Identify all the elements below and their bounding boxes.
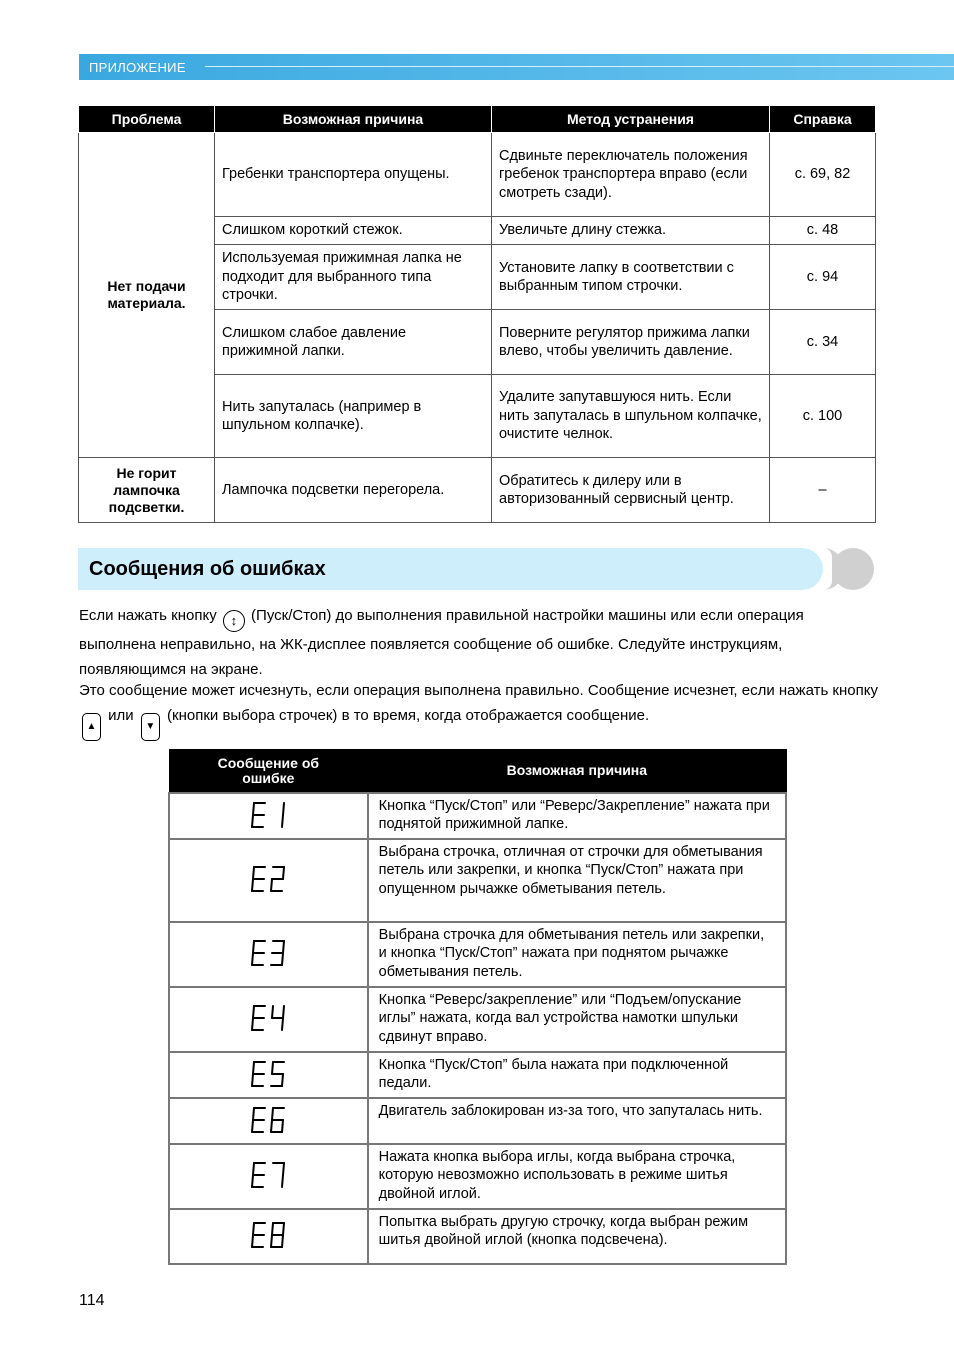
- lcd-code: [250, 865, 290, 895]
- error-code-cell: [169, 1144, 368, 1209]
- section-tab-decoration: [823, 548, 875, 590]
- reference-cell: с. 34: [770, 310, 876, 375]
- down-arrow-key-icon: ▼: [141, 713, 160, 741]
- error-code-cell: [169, 1209, 368, 1264]
- lcd-segment: [272, 1062, 273, 1074]
- lcd-segment: [253, 941, 254, 953]
- lcd-segment: [253, 1108, 254, 1120]
- table-header-row: [169, 750, 786, 793]
- lcd-segment: [282, 1175, 283, 1187]
- intro-text: или: [108, 707, 134, 724]
- table-row: [79, 133, 876, 217]
- error-code-cell: [169, 1098, 368, 1144]
- column-header: Сообщение об ошибке: [169, 750, 368, 793]
- troubleshooting-table: [78, 105, 876, 523]
- header-bar: [79, 54, 954, 80]
- error-cause-cell: Нажата кнопка выбора иглы, когда выбрана строчка, которую невозможно использовать в режиме шитья двойной иглой.: [368, 1144, 786, 1209]
- intro-paragraph-1: [79, 603, 879, 682]
- cause-cell: Слишком слабое давление прижимной лапки.: [215, 310, 492, 375]
- lcd-segment: [252, 953, 253, 965]
- remedy-cell: Поверните регулятор прижима лапки влево, чтобы увеличить давление.: [492, 310, 770, 375]
- cause-cell: Слишком короткий стежок.: [215, 217, 492, 245]
- lcd-segment: [271, 1120, 272, 1132]
- column-header: Возможная причина: [368, 750, 786, 793]
- error-code-cell: [169, 1052, 368, 1098]
- intro-text: (кнопки выбора строчек) в то время, когда отображается сообщение.: [167, 707, 650, 724]
- reference-cell: –: [770, 458, 876, 523]
- error-cause-cell: Попытка выбрать другую строчку, когда выбран режим шитья двойной иглой (кнопка подсвечена).: [368, 1209, 786, 1264]
- section-label: ПРИЛОЖЕНИЕ: [89, 60, 186, 75]
- error-cause-cell: Двигатель заблокирован из-за того, что запуталась нить.: [368, 1098, 786, 1144]
- lcd-segment: [253, 1163, 254, 1175]
- error-cause-cell: Выбрана строчка для обметывания петель или закрепки, и кнопка “Пуск/Стоп” нажата при поднятом рычажке обметывания петель.: [368, 922, 786, 987]
- cause-cell: Лампочка подсветки перегорела.: [215, 458, 492, 523]
- intro-text: Если нажать кнопку: [79, 607, 217, 624]
- error-code-cell: [169, 987, 368, 1052]
- intro-text: Это сообщение может исчезнуть, если операция выполнена правильно. Сообщение исчезнет, если нажать кнопку: [79, 682, 878, 699]
- error-messages-table: [168, 749, 787, 1265]
- error-code-cell: [169, 839, 368, 922]
- cause-cell: Используемая прижимная лапка не подходит для выбранного типа строчки.: [215, 245, 492, 310]
- remedy-cell: Удалите запутавшуюся нить. Если нить запуталась в шпульном колпачке, очистите челнок.: [492, 375, 770, 458]
- reference-cell: с. 69, 82: [770, 133, 876, 217]
- lcd-segment: [252, 1235, 253, 1247]
- lcd-segment: [282, 1235, 283, 1247]
- lcd-code: [250, 801, 290, 831]
- lcd-segment: [272, 1108, 273, 1120]
- up-arrow-key-icon: ▲: [82, 713, 101, 741]
- table-row: [169, 1144, 786, 1209]
- lcd-segment: [283, 867, 284, 879]
- column-header: Возможная причина: [215, 106, 492, 133]
- table-header-row: [79, 106, 876, 133]
- lcd-segment: [252, 879, 253, 891]
- remedy-cell: Установите лапку в соответствии с выбранным типом строчки.: [492, 245, 770, 310]
- lcd-segment: [283, 1006, 284, 1018]
- lcd-segment: [283, 1163, 284, 1175]
- error-code-cell: [169, 793, 368, 839]
- intro-paragraph-2: [79, 678, 879, 741]
- table-row: [169, 839, 786, 922]
- remedy-cell: Увеличьте длину стежка.: [492, 217, 770, 245]
- table-row: [169, 922, 786, 987]
- lcd-segment: [272, 1223, 273, 1235]
- lcd-segment: [271, 1235, 272, 1247]
- problem-cell: Нет подачи материала.: [79, 133, 215, 458]
- table-row: [169, 987, 786, 1052]
- lcd-segment: [283, 803, 284, 815]
- section-title: Сообщения об ошибках: [89, 558, 326, 580]
- cause-cell: Нить запуталась (например в шпульном колпачке).: [215, 375, 492, 458]
- lcd-segment: [252, 815, 253, 827]
- table-row: [79, 458, 876, 523]
- table-row: [169, 1209, 786, 1264]
- column-header: Проблема: [79, 106, 215, 133]
- lcd-segment: [282, 1120, 283, 1132]
- column-header: Справка: [770, 106, 876, 133]
- lcd-segment: [252, 1018, 253, 1030]
- lcd-segment: [282, 1018, 283, 1030]
- error-cause-cell: Выбрана строчка, отличная от строчки для обметывания петель или закрепки, и кнопка “Пуск/Стоп” нажата при опущенном рычажке обметывания петель.: [368, 839, 786, 922]
- lcd-segment: [282, 1074, 283, 1086]
- problem-cell: Не горит лампочка подсветки.: [79, 458, 215, 523]
- lcd-segment: [252, 1175, 253, 1187]
- start-stop-key-icon: ↕: [223, 610, 245, 632]
- remedy-cell: Обратитесь к дилеру или в авторизованный сервисный центр.: [492, 458, 770, 523]
- lcd-code: [250, 1060, 290, 1090]
- lcd-segment: [253, 1223, 254, 1235]
- lcd-code: [250, 1004, 290, 1034]
- error-cause-cell: Кнопка “Пуск/Стоп” или “Реверс/Закрепление” нажата при поднятой прижимной лапке.: [368, 793, 786, 839]
- lcd-code: [250, 1161, 290, 1191]
- lcd-segment: [252, 1074, 253, 1086]
- lcd-segment: [253, 803, 254, 815]
- lcd-segment: [253, 867, 254, 879]
- section-heading-bar: [78, 548, 823, 590]
- lcd-segment: [283, 941, 284, 953]
- lcd-segment: [252, 1120, 253, 1132]
- reference-cell: с. 94: [770, 245, 876, 310]
- lcd-segment: [282, 815, 283, 827]
- error-cause-cell: Кнопка “Пуск/Стоп” была нажата при подключенной педали.: [368, 1052, 786, 1098]
- lcd-segment: [271, 879, 272, 891]
- lcd-segment: [272, 1006, 273, 1018]
- intro-text: (Пуск/Стоп) до выполнения правильной настройки машины или если операция выполнена неправильно, на ЖК-дисплее появляется сообщение об ошибке. Следуйте инструкциям, появляющимся на экране.: [79, 607, 804, 678]
- lcd-segment: [253, 1062, 254, 1074]
- reference-cell: с. 48: [770, 217, 876, 245]
- lcd-segment: [253, 1006, 254, 1018]
- reference-cell: с. 100: [770, 375, 876, 458]
- table-row: [169, 1098, 786, 1144]
- cause-cell: Гребенки транспортера опущены.: [215, 133, 492, 217]
- lcd-code: [250, 939, 290, 969]
- page-number: 114: [79, 1292, 105, 1309]
- column-header: Метод устранения: [492, 106, 770, 133]
- lcd-segment: [282, 953, 283, 965]
- remedy-cell: Сдвиньте переключатель положения гребенок транспортера вправо (если смотреть сзади).: [492, 133, 770, 217]
- table-row: [169, 793, 786, 839]
- lcd-code: [250, 1221, 290, 1251]
- lcd-segment: [283, 1223, 284, 1235]
- header-rule: [205, 66, 954, 67]
- table-row: [169, 1052, 786, 1098]
- error-code-cell: [169, 922, 368, 987]
- error-cause-cell: Кнопка “Реверс/закрепление” или “Подъем/опускание иглы” нажата, когда вал устройства намотки шпульки сдвинут вправо.: [368, 987, 786, 1052]
- lcd-code: [250, 1106, 290, 1136]
